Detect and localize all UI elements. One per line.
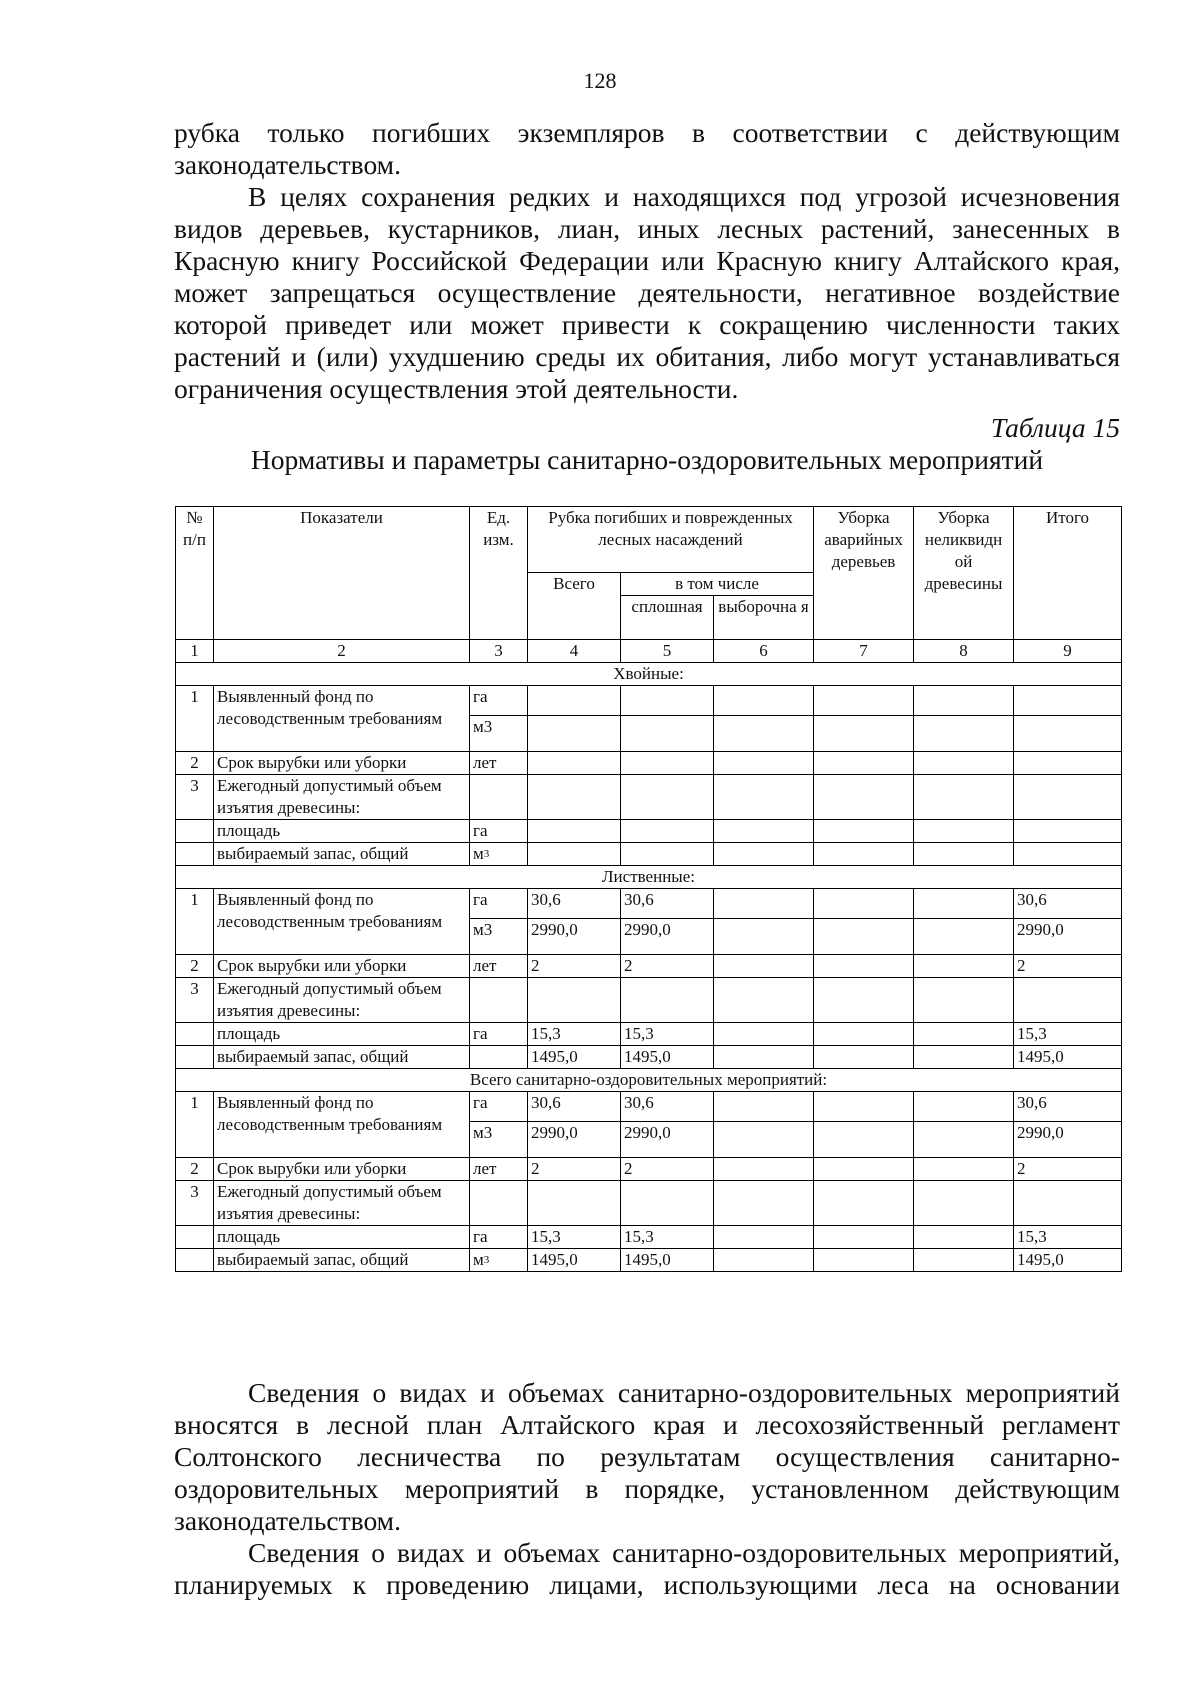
value-cell: 1495,0 [528,1249,621,1272]
value-cell: 2990,0 [1014,1122,1122,1158]
value-cell [714,686,814,716]
value-cell [914,1158,1014,1181]
empty-cell [714,775,814,820]
table-row [176,978,1122,1023]
value-cell [714,1122,814,1158]
value-cell [814,1046,914,1069]
header-emergency: Уборка аварийных деревьев [814,507,914,640]
value-cell: 2990,0 [1014,919,1122,955]
table-row [176,1069,1122,1092]
unit-cell [470,820,528,843]
unit-cell [470,1226,528,1249]
value-cell [528,752,621,775]
column-number: 3 [470,640,528,663]
value-cell: 15,3 [1014,1226,1122,1249]
empty-cell [528,1181,621,1226]
value-cell [814,955,914,978]
value-cell [621,820,714,843]
empty-cell [814,978,914,1023]
value-cell [528,686,621,716]
value-cell [714,955,814,978]
value-cell [914,889,1014,919]
empty-cell [470,978,528,1023]
value-cell [814,1092,914,1122]
empty-cell [176,1023,214,1046]
column-number: 2 [214,640,470,663]
value-cell: 1495,0 [621,1249,714,1272]
empty-cell [176,1046,214,1069]
row-number: 1 [176,889,214,955]
value-cell [914,919,1014,955]
value-cell: 15,3 [528,1023,621,1046]
value-cell: 2 [1014,955,1122,978]
value-cell [1014,843,1122,866]
empty-cell [621,978,714,1023]
value-cell [914,1226,1014,1249]
empty-cell [914,775,1014,820]
value-cell: 30,6 [621,1092,714,1122]
header-indicator: Показатели [214,507,470,640]
value-cell [914,686,1014,716]
value-cell [814,1023,914,1046]
value-cell [814,843,914,866]
column-number: 8 [914,640,1014,663]
indicator-label: выбираемый запас, общий [214,1046,470,1069]
table-title: Нормативы и параметры санитарно-оздоровительных мероприятий [250,444,1044,475]
unit-text: м [473,844,484,863]
value-cell [814,1122,914,1158]
value-cell: 2 [621,955,714,978]
value-cell [714,919,814,955]
value-cell [1014,820,1122,843]
value-cell: 15,3 [621,1023,714,1046]
table-row [176,1046,1122,1069]
value-cell [714,1092,814,1122]
table-row [176,686,1122,716]
unit-text: м [473,1250,484,1269]
value-cell: 1495,0 [528,1046,621,1069]
value-cell [914,1092,1014,1122]
value-cell: 30,6 [621,889,714,919]
header-unit: Ед. изм. [470,507,528,640]
table-row [176,1249,1122,1272]
unit-cell [470,1249,528,1272]
value-cell [621,716,714,752]
value-cell [1014,716,1122,752]
column-number: 6 [714,640,814,663]
indicator-label: площадь [214,1226,470,1249]
value-cell [814,1158,914,1181]
unit-cell [470,686,528,716]
value-cell: 2990,0 [621,1122,714,1158]
paragraph: Сведения о видах и объемах санитарно-оздоровительных мероприятий вносятся в лесной план Алтайского края и лесохозяйственный регламент Солтонского лесничества по результатам осуществления санитарно-оздоровительных мероприятий в порядке, установленном действующим законодательством. [174,1377,1120,1536]
empty-cell [814,775,914,820]
empty-cell [621,775,714,820]
table-row [176,775,1122,820]
empty-cell [1014,1181,1122,1226]
value-cell [714,752,814,775]
row-number: 3 [176,1181,214,1226]
column-number: 7 [814,640,914,663]
column-number: 9 [1014,640,1122,663]
value-cell: 30,6 [1014,1092,1122,1122]
value-cell [714,1249,814,1272]
paragraph: Сведения о видах и объемах санитарно-оздоровительных мероприятий, планируемых к проведению лицами, использующими леса на основании [174,1537,1120,1600]
unit-text: га [473,1024,488,1043]
column-numbers-row [176,640,1122,663]
table-row [176,955,1122,978]
section-title: Всего санитарно-оздоровительных мероприятий: [176,1069,1122,1092]
header-including: в том числе [621,573,814,596]
table-title-wrap [174,444,1120,476]
indicator-label: выбираемый запас, общий [214,843,470,866]
unit-text: лет [473,1159,497,1178]
value-cell [714,716,814,752]
table-row [176,1226,1122,1249]
column-number: 1 [176,640,214,663]
value-cell: 30,6 [528,1092,621,1122]
unit-text: м3 [473,920,493,939]
value-cell [528,843,621,866]
empty-cell [528,775,621,820]
value-cell [621,686,714,716]
header-total: Итого [1014,507,1122,640]
table-row [176,889,1122,919]
unit-cell [470,919,528,955]
value-cell: 2 [1014,1158,1122,1181]
unit-cell [470,889,528,919]
bottom-text [174,1377,1120,1601]
empty-cell [1014,775,1122,820]
table-caption: Таблица 15 [990,412,1120,443]
unit-cell [470,716,528,752]
unit-text: га [473,821,488,840]
value-cell [621,843,714,866]
value-cell [814,686,914,716]
empty-cell [470,1181,528,1226]
row-number: 2 [176,955,214,978]
value-cell [714,1023,814,1046]
norms-table [175,506,1122,1272]
table-row [176,752,1122,775]
value-cell [914,716,1014,752]
value-cell [814,889,914,919]
value-cell: 2990,0 [528,919,621,955]
value-cell [914,843,1014,866]
empty-cell [176,1249,214,1272]
value-cell [914,1122,1014,1158]
page-number: 128 [583,68,617,93]
value-cell [914,1249,1014,1272]
value-cell: 15,3 [621,1226,714,1249]
value-cell [814,820,914,843]
section-title: Лиственные: [176,866,1122,889]
unit-cell [470,1023,528,1046]
value-cell [914,752,1014,775]
value-cell: 30,6 [1014,889,1122,919]
unit-cell [470,752,528,775]
unit-text: м3 [473,717,493,736]
indicator-label: Срок вырубки или уборки [214,1158,470,1181]
value-cell: 15,3 [528,1226,621,1249]
empty-cell [176,1226,214,1249]
value-cell: 2990,0 [528,1122,621,1158]
indicator-label: выбираемый запас, общий [214,1249,470,1272]
value-cell [814,1249,914,1272]
column-number: 5 [621,640,714,663]
indicator-label: Ежегодный допустимый объем изъятия древесины: [214,978,470,1023]
value-cell [814,1226,914,1249]
value-cell [714,1046,814,1069]
header-felling: Рубка погибших и поврежденных лесных насаждений [528,507,814,573]
value-cell [914,1046,1014,1069]
value-cell [1014,686,1122,716]
unit-cell [470,1046,528,1069]
row-number: 3 [176,775,214,820]
row-number: 3 [176,978,214,1023]
table-row [176,866,1122,889]
indicator-label: Выявленный фонд по лесоводственным требованиям [214,1092,470,1158]
unit-text: лет [473,956,497,975]
unit-text: га [473,687,488,706]
empty-cell [176,843,214,866]
value-cell: 2 [621,1158,714,1181]
indicator-label: Ежегодный допустимый объем изъятия древесины: [214,775,470,820]
value-cell [814,919,914,955]
table-row [176,843,1122,866]
unit-cell [470,843,528,866]
table-row [176,1158,1122,1181]
indicator-label: площадь [214,1023,470,1046]
unit-text: га [473,890,488,909]
header-selective: выборочна я [714,596,814,640]
empty-cell [914,1181,1014,1226]
empty-cell [621,1181,714,1226]
paragraph: рубка только погибших экземпляров в соответствии с действующим законодательством. [174,117,1120,180]
value-cell: 2990,0 [621,919,714,955]
empty-cell [176,820,214,843]
header-illiquid: Уборка неликвидн ой древесины [914,507,1014,640]
header-clear: сплошная [621,596,714,640]
value-cell [621,752,714,775]
empty-cell [814,1181,914,1226]
unit-cell [470,955,528,978]
unit-superscript: 3 [483,1254,490,1266]
value-cell [714,820,814,843]
top-text [174,117,1120,405]
table-caption-wrap [174,412,1120,444]
section-title: Хвойные: [176,663,1122,686]
value-cell [914,1023,1014,1046]
table-row [176,1092,1122,1122]
indicator-label: Ежегодный допустимый объем изъятия древесины: [214,1181,470,1226]
header-no: № п/п [176,507,214,640]
indicator-label: Срок вырубки или уборки [214,752,470,775]
table-row [176,1181,1122,1226]
table-row [176,663,1122,686]
value-cell [714,889,814,919]
header-all: Всего [528,573,621,640]
value-cell: 30,6 [528,889,621,919]
value-cell: 2 [528,955,621,978]
unit-cell [470,1122,528,1158]
paragraph: В целях сохранения редких и находящихся под угрозой исчезновения видов деревьев, кустарников, лиан, иных лесных растений, занесенных в Красную книгу Российской Федерации или Красную книгу Алтайского края, может запрещаться осуществление деятельности, негативное воздействие которой приведет или может привести к сокращению численности таких растений и (или) ухудшению среды их обитания, либо могут устанавливаться ограничения осуществления этой деятельности. [174,181,1120,404]
unit-cell [470,1158,528,1181]
empty-cell [914,978,1014,1023]
value-cell [1014,752,1122,775]
header-row [176,507,1122,573]
unit-text: м3 [473,1123,493,1142]
unit-superscript: 3 [483,848,490,860]
indicator-label: Выявленный фонд по лесоводственным требованиям [214,686,470,752]
row-number: 2 [176,752,214,775]
empty-cell [470,775,528,820]
value-cell: 1495,0 [1014,1046,1122,1069]
table-row [176,820,1122,843]
unit-text: га [473,1227,488,1246]
table-body [176,507,1122,1272]
value-cell [714,1158,814,1181]
row-number: 2 [176,1158,214,1181]
value-cell: 15,3 [1014,1023,1122,1046]
empty-cell [714,978,814,1023]
value-cell [814,752,914,775]
value-cell [714,1226,814,1249]
value-cell [714,843,814,866]
unit-text: га [473,1093,488,1112]
column-number: 4 [528,640,621,663]
value-cell [914,955,1014,978]
unit-cell [470,1092,528,1122]
indicator-label: Срок вырубки или уборки [214,955,470,978]
row-number: 1 [176,686,214,752]
unit-text: лет [473,753,497,772]
indicator-label: площадь [214,820,470,843]
table-row [176,1023,1122,1046]
empty-cell [714,1181,814,1226]
value-cell: 1495,0 [621,1046,714,1069]
empty-cell [1014,978,1122,1023]
value-cell [528,716,621,752]
indicator-label: Выявленный фонд по лесоводственным требованиям [214,889,470,955]
value-cell [914,820,1014,843]
empty-cell [528,978,621,1023]
row-number: 1 [176,1092,214,1158]
value-cell: 2 [528,1158,621,1181]
value-cell: 1495,0 [1014,1249,1122,1272]
value-cell [528,820,621,843]
value-cell [814,716,914,752]
